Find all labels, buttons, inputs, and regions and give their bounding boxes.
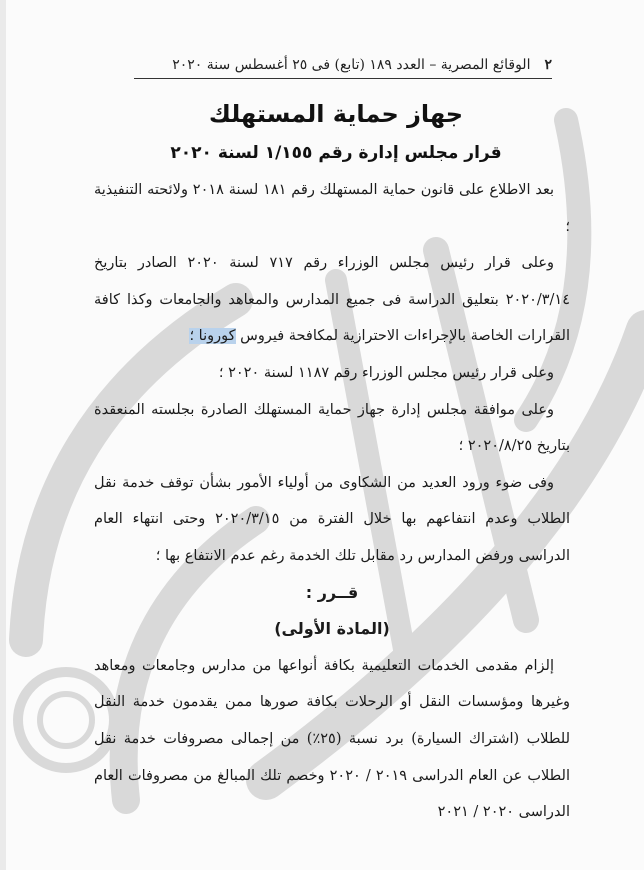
decided-heading: قــرر : <box>305 582 359 602</box>
preamble-law: بعد الاطلاع على قانون حماية المستهلك رقم ١٨١ لسنة ٢٠١٨ ولائحته التنفيذية ؛ <box>94 182 570 235</box>
page-number: ٢ <box>544 57 552 73</box>
gazette-line: الوقائع المصرية – العدد ١٨٩ (تابع) فى ٢٥ أغسطس سنة ٢٠٢٠ <box>172 57 531 73</box>
selected-text[interactable]: كورونا ؛ <box>189 328 236 345</box>
preamble-board-approval: وعلى موافقة مجلس إدارة جهاز حماية المستهلك الصادرة بجلسته المنعقدة بتاريخ ٢٠٢٠/٨/٢٥ ؛ <box>94 401 570 455</box>
decree-body <box>94 172 570 831</box>
preamble-pm-1187: وعلى قرار رئيس مجلس الوزراء رقم ١١٨٧ لسنة ٢٠٢٠ ؛ <box>218 364 554 381</box>
authority-title: جهاز حماية المستهلك <box>208 100 464 128</box>
decree-title: قرار مجلس إدارة رقم ١/١٥٥ لسنة ٢٠٢٠ <box>170 143 502 163</box>
preamble-complaints: وفى ضوء ورود العديد من الشكاوى من أولياء الأمور بشأن توقف خدمة نقل الطلاب وعدم انتفاعهم بها خلال الفترة من ٢٠٢٠/٣/١٥ وحتى انتهاء العام الدراسى ورفض المدارس رد مقابل تلك الخدمة رغم عدم الانتفاع بها ؛ <box>94 474 570 564</box>
preamble-pm-717 <box>94 245 570 355</box>
article-text: إلزام مقدمى الخدمات التعليمية بكافة أنواعها من مدارس وجامعات ومعاهد وغيرها ومؤسسات النقل أو الرحلات بكافة صورها ممن يقدمون خدمة النقل للطلاب (اشتراك السيارة) برد نسبة (٢٥٪) من إجمالى مصروفات خدمة نقل الطلاب عن العام الدراسى ٢٠١٩ / ٢٠٢٠ وخصم تلك المبالغ من مصروفات العام الدراسى ٢٠٢٠ / ٢٠٢١ <box>94 657 570 821</box>
gazette-header <box>134 52 552 79</box>
preamble-pm-717-text: وعلى قرار رئيس مجلس الوزراء رقم ٧١٧ لسنة ٢٠٢٠ الصادر بتاريخ ٢٠٢٠/٣/١٤ بتعليق الدراسة فى جميع المدارس والمعاهد والجامعات وكذا كافة القرارات الخاصة بالإجراءات الاحترازية لمكافحة فيروس <box>94 255 570 345</box>
article-title: (المادة الأولى) <box>274 619 390 639</box>
